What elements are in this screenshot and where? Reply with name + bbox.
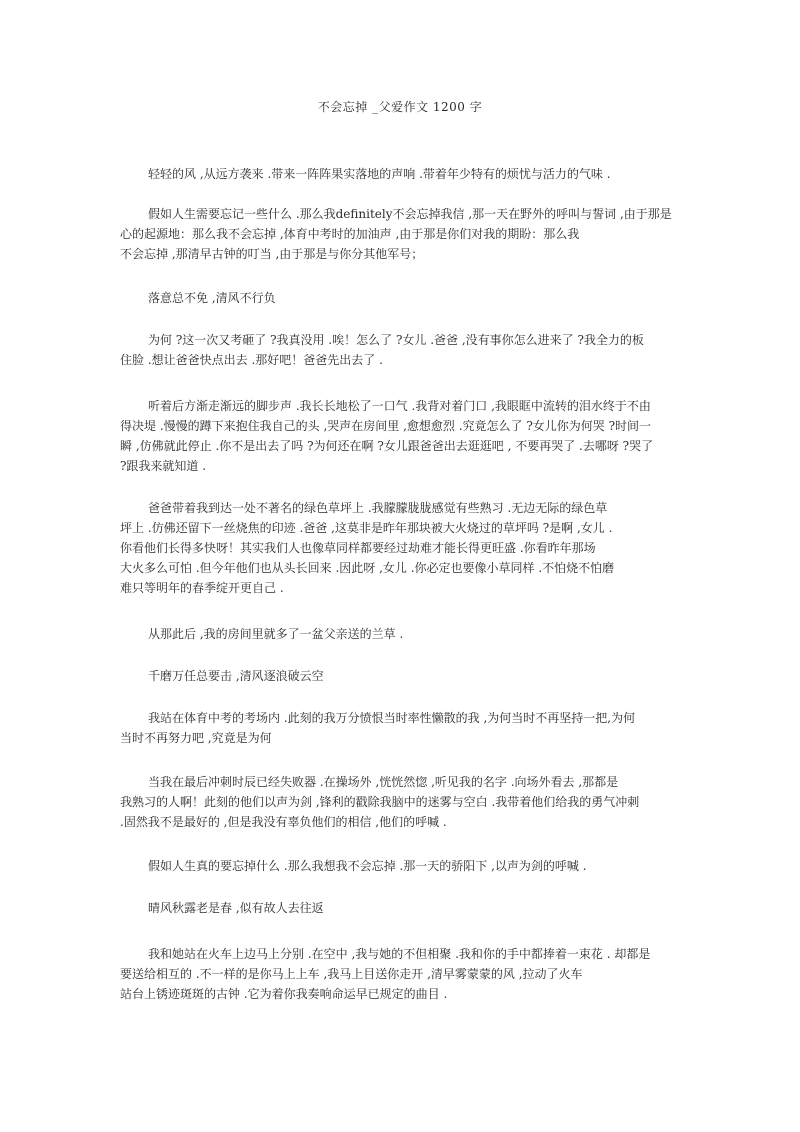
paragraph-line: ?跟我来就知道 . — [120, 459, 207, 473]
paragraph-line: 我站在体育中考的考场内 .此刻的我万分愤恨当时率性懒散的我 ,为何当时不再坚持一把,为何 — [148, 711, 636, 725]
paragraph-13 — [120, 944, 680, 1004]
paragraph-line: 当我在最后冲刺时辰已经失败器 .在操场外 ,恍恍然惚 ,听见我的名字 .向场外看去 ,那都是 — [148, 775, 619, 789]
paragraph-5 — [120, 396, 680, 476]
paragraph-11 — [120, 856, 680, 876]
paragraph-line: 坪上 .仿佛还留下一丝烧焦的印迹 .爸爸 ,这莫非是昨年那块被大火烧过的草坪吗 ?是啊 ,女儿 . — [120, 521, 613, 535]
paragraph-line: 假如人生需要忘记一些什么 .那么我definitely不会忘掉我信 ,那一天在野外的呼叫与誓词 ,由于那是 — [148, 207, 672, 221]
paragraph-line: 站台上锈迹斑斑的古钟 .它为着你我奏响命运早已规定的曲目 . — [120, 987, 448, 1001]
paragraph-4 — [120, 330, 680, 370]
paragraph-line: 我熟习的人啊！此刻的他们以声为剑 ,锋利的戳除我脑中的迷雾与空白 .我带着他们给我的勇气冲刺 — [120, 795, 640, 809]
paragraph-line: 我和她站在火车上边马上分别 .在空中 ,我与她的不但相聚 .我和你的手中都捧着一束花 . 却都是 — [148, 947, 651, 961]
paragraph-line: 听着后方渐走渐远的脚步声 .我长长地松了一口气 .我背对着门口 ,我眼眶中流转的泪水终于不由 — [148, 399, 651, 413]
paragraph-line: 当时不再努力吧 ,究竟是为何 — [120, 731, 272, 745]
paragraph-line: 爸爸带着我到达一处不著名的绿色草坪上 .我朦朦胧胧感觉有些熟习 .无边无际的绿色草 — [148, 501, 608, 515]
paragraph-1 — [120, 164, 680, 184]
paragraph-line: 住脸 .想让爸爸快点出去 .那好吧！爸爸先出去了 . — [120, 353, 383, 367]
paragraph-8 — [120, 666, 680, 686]
paragraph-line: 要送给相互的 .不一样的是你马上上车 ,我马上目送你走开 ,清早雾蒙蒙的风 ,拉动了火车 — [120, 967, 583, 981]
paragraph-line: 为何 ?这一次又考砸了 ?我真没用 .唉！怎么了 ?女儿 .爸爸 ,没有事你怎么进来了 ?我全力的板 — [148, 333, 644, 347]
paragraph-12 — [120, 898, 680, 918]
paragraph-line: 落意总不免 ,清风不行负 — [148, 291, 276, 305]
paragraph-line: 晴风秋露老是春 ,似有故人去往返 — [148, 901, 324, 915]
paragraph-line: 轻轻的风 ,从远方袭来 .带来一阵阵果实落地的声响 .带着年少特有的烦忧与活力的气味 . — [148, 167, 611, 181]
paragraph-line: .固然我不是最好的 ,但是我没有辜负他们的相信 ,他们的呼喊 . — [120, 815, 447, 829]
paragraph-3 — [120, 288, 680, 308]
paragraph-2 — [120, 204, 680, 264]
paragraph-7 — [120, 624, 680, 644]
document-title: 不会忘掉 _父爱作文 1200 字 — [317, 100, 483, 114]
paragraph-10 — [120, 772, 680, 832]
paragraph-line: 不会忘掉 ,那清早古钟的叮当 ,由于那是与你分其他军号； — [120, 247, 424, 261]
paragraph-line: 心的起源地：那么我不会忘掉 ,体育中考时的加油声 ,由于那是你们对我的期盼：那么我 — [120, 227, 580, 241]
paragraph-line: 你看他们长得多快呀！其实我们人也像草同样都要经过劫难才能长得更旺盛 .你看昨年那场 — [120, 541, 596, 555]
paragraph-line: 瞬 ,仿佛就此停止 .你不是出去了吗 ?为何还在啊 ?女儿跟爸爸出去逛逛吧 , 不要再哭了 .去哪呀 ?哭了 — [120, 439, 654, 453]
paragraph-line: 假如人生真的要忘掉什么 .那么我想我不会忘掉 .那一天的骄阳下 ,以声为剑的呼喊 . — [148, 859, 587, 873]
paragraph-line: 从那此后 ,我的房间里就多了一盆父亲送的兰草 . — [148, 627, 404, 641]
paragraph-line: 大火多么可怕 .但今年他们也从头长回来 .因此呀 ,女儿 .你必定也要像小草同样 .不怕烧不怕磨 — [120, 561, 615, 575]
paragraph-6 — [120, 498, 680, 598]
paragraph-9 — [120, 708, 680, 748]
paragraph-line: 难只等明年的春季绽开更自己 . — [120, 581, 284, 595]
paragraph-line: 得决堤 .慢慢的蹲下来抱住我自己的头 ,哭声在房间里 ,愈想愈烈 .究竟怎么了 ?女儿你为何哭 ?时间一 — [120, 419, 652, 433]
paragraph-line: 千磨万任总要击 ,清风逐浪破云空 — [148, 669, 324, 683]
